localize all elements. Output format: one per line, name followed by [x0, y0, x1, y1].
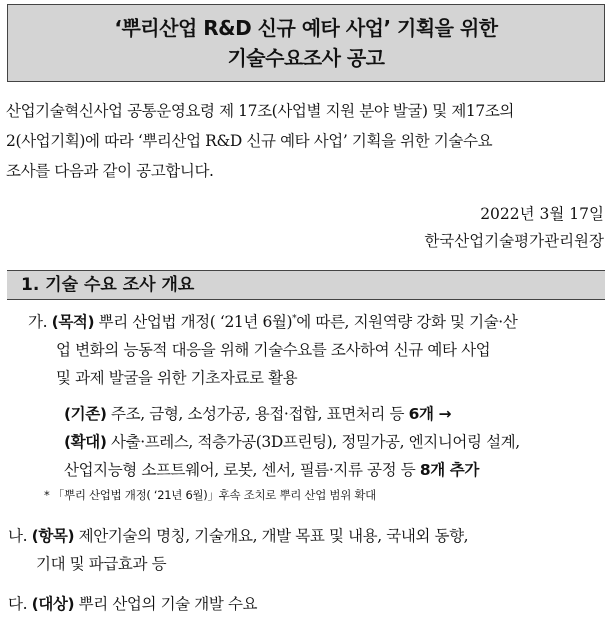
arrow-icon: →: [433, 405, 452, 423]
item-na-marker: 나.: [8, 527, 28, 545]
expand-tag: (확대): [64, 433, 107, 451]
item-na-line-2: 기대 및 파급효과 등: [36, 555, 167, 573]
item-na-text-1: 제안기술의 명칭, 기술개요, 개발 목표 및 내용, 국내외 동향,: [74, 527, 469, 545]
item-da-text-1: 뿌리 산업의 기술 개발 수요: [74, 595, 258, 613]
announcement-date: 2022년 3월 17일: [480, 205, 604, 223]
document-title-line-2: 기술수요조사 공고: [227, 46, 385, 70]
existing-fields-text: 주조, 금형, 소성가공, 용접·접합, 표면처리 등: [106, 405, 409, 423]
expanded-count: 8개 추가: [419, 461, 479, 479]
intro-line-1: 산업기술혁신사업 공통운영요령 제 17조(사업별 지원 분야 발굴) 및 제17조의: [6, 102, 514, 120]
issuing-organization: 한국산업기술평가관리원장: [424, 232, 604, 250]
expanded-fields-text: 사출·프레스, 적층가공(3D프린팅), 정밀가공, 엔지니어링 설계,: [106, 433, 520, 451]
item-ga-line-1: [28, 310, 517, 332]
footnote: * 「뿌리 산업법 개정( ‘21년 6월)」후속 조치로 뿌리 산업 범위 확대: [44, 488, 376, 502]
item-ga-marker: 가.: [28, 313, 48, 331]
existing-count: 6개: [408, 405, 434, 423]
item-na-tag: (항목): [31, 527, 75, 545]
intro-line-2: 2(사업기획)에 따라 ‘뿌리산업 R&D 신규 예타 사업’ 기획을 위한 기술수요: [6, 132, 493, 150]
expanded-fields-line-2: [64, 458, 479, 480]
item-ga-text-1b: 에 따른, 지원역량 강화 및 기술·산: [296, 313, 518, 331]
intro-paragraph: [6, 96, 606, 186]
section-1-heading: 1. 기술 수요 조사 개요: [7, 270, 605, 300]
item-da-tag: (대상): [31, 595, 75, 613]
item-na-line-1: [8, 524, 468, 546]
item-ga-line-3: 및 과제 발굴을 위한 기초자료로 활용: [56, 369, 298, 387]
intro-line-3: 조사를 다음과 같이 공고합니다.: [6, 162, 214, 180]
document-title-line-1: ‘뿌리산업 R&D 신규 예타 사업’ 기획을 위한: [114, 16, 498, 40]
expanded-fields-line: [64, 430, 520, 452]
expanded-fields-text-2: 산업지능형 소프트웨어, 로봇, 센서, 필름·지류 공정 등: [64, 461, 420, 479]
existing-tag: (기존): [64, 405, 107, 423]
footnote-mark: *: [292, 313, 297, 324]
existing-fields-line: [64, 402, 451, 424]
item-da-marker: 다.: [8, 595, 28, 613]
item-da-line-1: [8, 592, 257, 614]
item-ga-text-1: 뿌리 산업법 개정( ‘21년 6월): [94, 313, 293, 331]
item-ga-line-2: 업 변화의 능동적 대응을 위해 기술수요를 조사하여 신규 예타 사업: [56, 341, 491, 359]
item-ga-tag: (목적): [51, 313, 95, 331]
title-box: [7, 4, 605, 82]
